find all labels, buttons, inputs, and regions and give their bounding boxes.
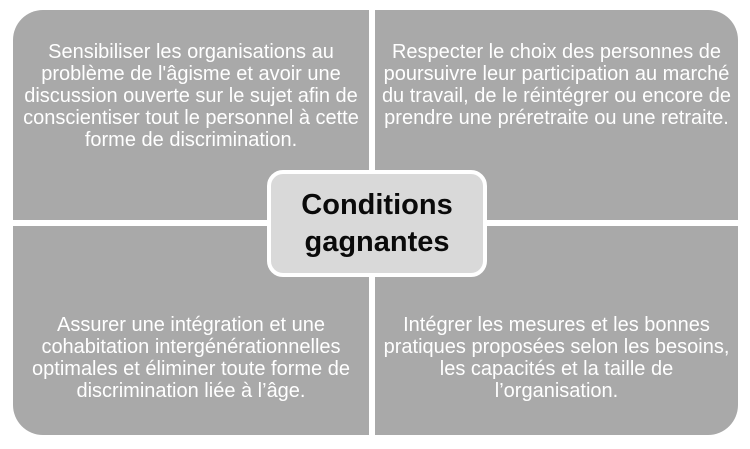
quadrant-bottom-left-text: Assurer une intégration et une cohabitation intergénérationnelles optimales et éliminer toute forme de discrimination liée à l’âge. xyxy=(32,314,350,402)
quadrant-bottom-right-text: Intégrer les mesures et les bonnes pratiques proposées selon les besoins, les capacités et la taille de l’organisation. xyxy=(383,314,730,402)
quadrant-top-left-text: Sensibiliser les organisations au problème de l'âgisme et avoir une discussion ouverte sur le sujet afin de conscientiser tout le personnel à cette forme de discrimination. xyxy=(23,41,359,151)
diagram-title: Conditions gagnantes xyxy=(301,188,453,258)
center-title-box xyxy=(267,170,487,277)
quadrant-top-right-text: Respecter le choix des personnes de poursuivre leur participation au marché du travail, de le réintégrer ou encore de prendre une préretraite ou une retraite. xyxy=(381,41,732,129)
